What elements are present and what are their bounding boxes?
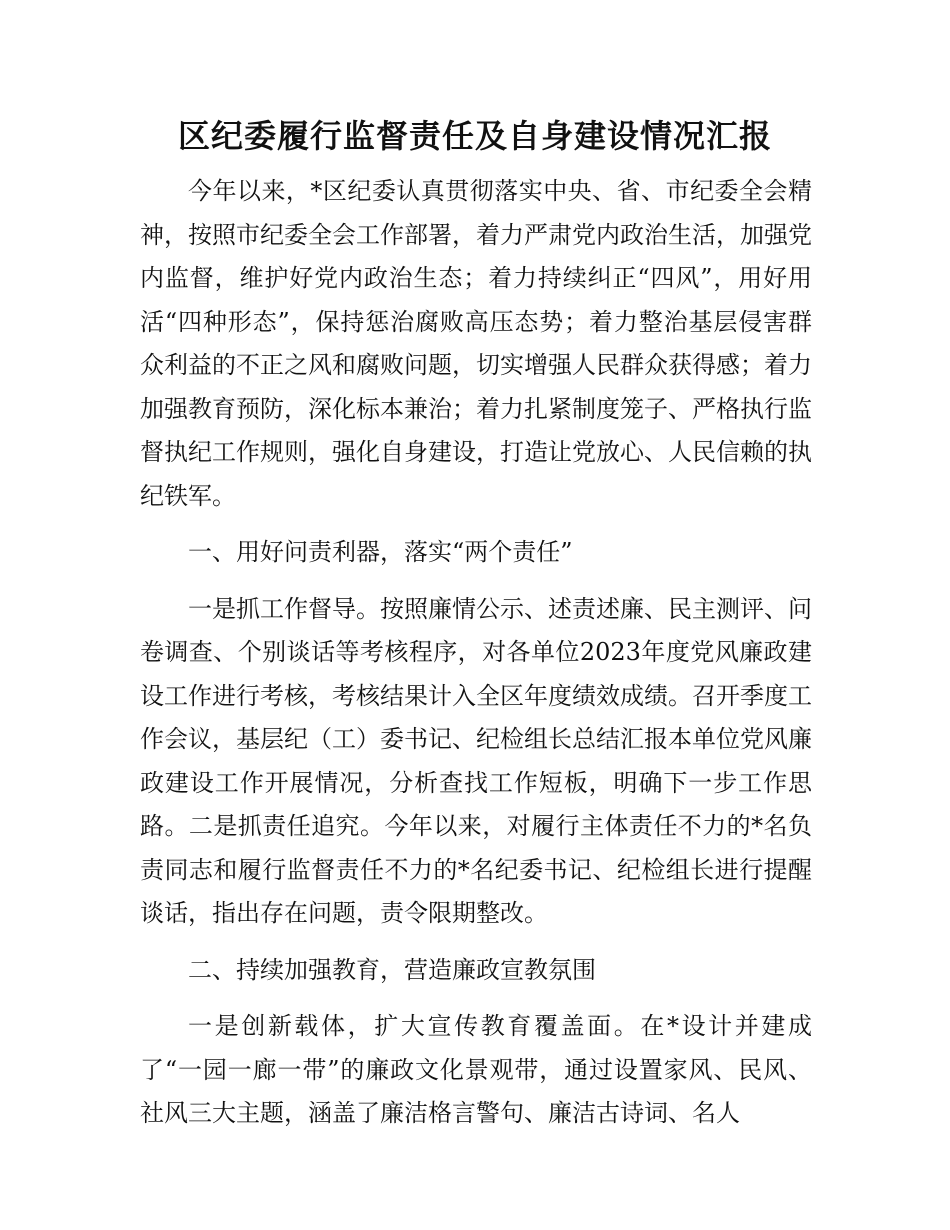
document-body [140,170,812,1136]
section-1-paragraph: 一是抓工作督导。按照廉情公示、述责述廉、民主测评、问卷调查、个别谈话等考核程序，对各单位2023年度党风廉政建设工作进行考核，考核结果计入全区年度绩效成绩。召开季度工作会议，基层纪（工）委书记、纪检组长总结汇报本单位党风廉政建设工作开展情况，分析查找工作短板，明确下一步工作思路。二是抓责任追究。今年以来，对履行主体责任不力的*名负责同志和履行监督责任不力的*名纪委书记、纪检组长进行提醒谈话，指出存在问题，责令限期整改。 [140,594,812,927]
section-2-paragraph: 一是创新载体，扩大宣传教育覆盖面。在*设计并建成了“一园一廊一带”的廉政文化景观带，通过设置家风、民风、社风三大主题，涵盖了廉洁格言警句、廉洁古诗词、名人 [140,1012,812,1127]
intro-paragraph: 今年以来，*区纪委认真贯彻落实中央、省、市纪委全会精神，按照市纪委全会工作部署，着力严肃党内政治生活，加强党内监督，维护好党内政治生态；着力持续纠正“四风”，用好用活“四种形态”，保持惩治腐败高压态势；着力整治基层侵害群众利益的不正之风和腐败问题，切实增强人民群众获得感；着力加强教育预防，深化标本兼治；着力扎紧制度笼子、严格执行监督执纪工作规则，强化自身建设，打造让党放心、人民信赖的执纪铁军。 [140,177,812,510]
section-heading-1: 一、用好问责利器，落实“两个责任” [188,538,573,566]
section-heading-2: 二、持续加强教育，营造廉政宣教氛围 [188,955,596,984]
document-title: 区纪委履行监督责任及自身建设情况汇报 [177,117,772,155]
